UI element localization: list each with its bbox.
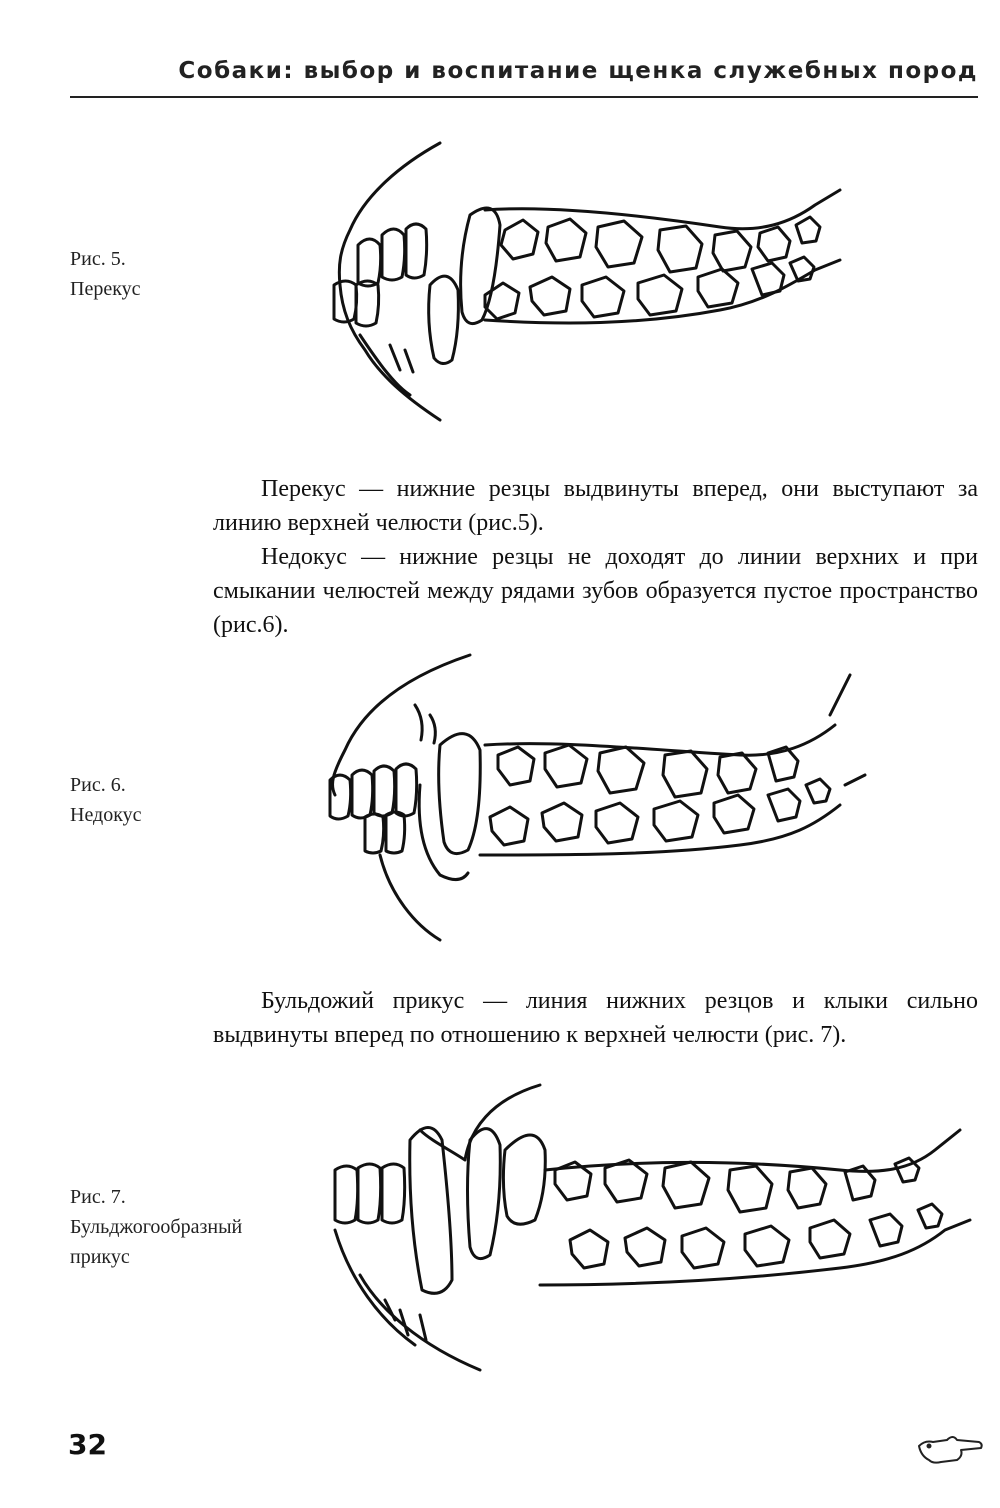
figure-6-label: Рис. 6. <box>70 774 126 796</box>
figure-7-label: Рис. 7. <box>70 1186 126 1208</box>
figure-7-jaw-illustration <box>320 1080 985 1380</box>
paragraph-overbite: Перекус — нижние резцы выдвинуты вперед, они выступают за линию верхней челюсти (рис.5). <box>213 476 978 536</box>
page-number: 32 <box>68 1428 107 1461</box>
figure-6-jaw-illustration <box>320 645 870 950</box>
figure-5-label: Рис. 5. <box>70 248 126 270</box>
page-header-title: Собаки: выбор и воспитание щенка служебных пород <box>178 58 978 84</box>
figure-7-name-line1: Бульджогообразный <box>70 1216 243 1238</box>
figure-5-caption <box>70 244 141 304</box>
paragraph-underbite-gap: Недокус — нижние резцы не доходят до линии верхних и при смыкании челюстей между рядами зубов образуется пустое пространство (рис.6). <box>213 544 978 638</box>
paragraph-bulldog-bite: Бульдожий прикус — линия нижних резцов и клыки сильно выдвинуты вперед по отношению к верхней челюсти (рис. 7). <box>213 988 978 1048</box>
figure-7-name-line2: прикус <box>70 1246 130 1268</box>
figure-5-jaw-illustration <box>320 135 860 440</box>
figure-7-caption <box>70 1182 242 1272</box>
paragraph-block-2 <box>213 984 978 1052</box>
paragraph-block-1 <box>213 472 978 642</box>
header-rule <box>70 96 978 98</box>
figure-5-name: Перекус <box>70 278 141 300</box>
figure-6-caption <box>70 770 142 830</box>
pointing-dog-icon <box>915 1432 985 1471</box>
figure-6-name: Недокус <box>70 804 142 826</box>
